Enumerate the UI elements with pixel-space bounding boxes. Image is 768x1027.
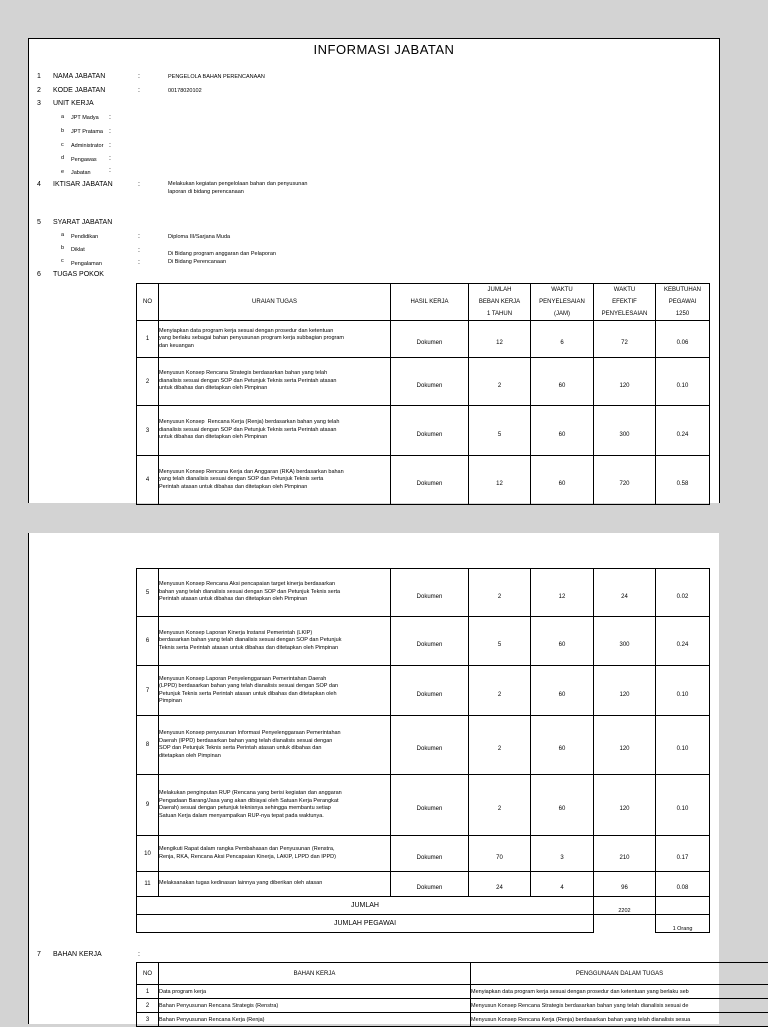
row-efektif: 72	[621, 340, 628, 346]
row-waktu: 3	[560, 855, 563, 861]
row-bahan: Bahan Penyusunan Rencana Kerja (Renja)	[159, 1013, 471, 1027]
row-beban: 2	[498, 594, 501, 600]
row-penggunaan: Menyusun Konsep Rencana Kerja (Renja) berdasarkan bahan yang telah dianalisis sesua	[471, 1013, 768, 1027]
row-efektif: 120	[619, 692, 629, 698]
header-no: NO	[137, 284, 159, 321]
row-efektif: 24	[621, 594, 628, 600]
field-label: NAMA JABATAN	[53, 72, 105, 81]
field-value: Diploma III/Sarjana Muda	[168, 233, 230, 242]
document-title: INFORMASI JABATAN	[0, 42, 768, 57]
row-efektif: 120	[619, 383, 629, 389]
field-colon: :	[138, 180, 140, 189]
row-uraian: Mengikuti Rapat dalam rangka Pembahasan dan Penyusunan (Renstra, Renja, RKA, Rencana Aksi Pencapaian Kinerja, LAKIP, LPPD dan IPPD)	[159, 836, 391, 872]
row-no: 10	[137, 836, 159, 872]
field-number: 1	[37, 72, 41, 81]
row-hasil: Dokumen	[417, 383, 443, 389]
row-kebutuhan: 0.10	[677, 383, 689, 389]
row-kebutuhan: 0.58	[677, 481, 689, 487]
pegawai-row	[137, 915, 710, 933]
subitem-letter: a	[61, 113, 64, 122]
table-row	[137, 999, 768, 1013]
row-beban: 12	[496, 340, 503, 346]
subitem-colon: :	[109, 113, 111, 122]
table-row	[137, 569, 710, 617]
subitem-letter: b	[61, 127, 64, 136]
field-value: 00178020102	[168, 87, 202, 96]
row-beban: 2	[498, 383, 501, 389]
subitem-letter: d	[61, 154, 64, 163]
row-waktu: 60	[559, 432, 566, 438]
tugas-table-page1	[136, 283, 710, 505]
row-hasil: Dokumen	[417, 340, 443, 346]
field-number: 2	[37, 86, 41, 95]
row-hasil: Dokumen	[417, 642, 443, 648]
row-uraian: Menyusun Konsep Rencana Kerja dan Anggaran (RKA) berdasarkan bahan yang telah dianalisis sesuai dengan SOP dan Petunjuk Teknis serta Perintah atasan untuk dibahas dan ditetapkan oleh Pimpinan	[159, 456, 391, 505]
row-uraian: Menyusun Konsep Rencana Aksi pencapaian target kinerja berdasarkan bahan yang telah dianalisis sesuai dengan SOP dan Petunjuk Teknis serta Perintah atasan untuk dibahas dan ditetapkan oleh Pimpinan	[159, 569, 391, 617]
header-waktu-efektif: WAKTU EFEKTIF PENYELESAIAN	[594, 284, 656, 321]
row-waktu: 60	[559, 692, 566, 698]
bahan-kerja-table	[136, 962, 768, 1027]
row-hasil: Dokumen	[417, 432, 443, 438]
header-waktu-penyelesaian: WAKTU PENYELESAIAN (JAM)	[531, 284, 594, 321]
row-no: 4	[137, 456, 159, 505]
table-row	[137, 456, 710, 505]
row-uraian: Melaksanakan tugas kedinasan lainnya yang diberikan oleh atasan	[159, 872, 391, 897]
table-header-row	[137, 963, 768, 985]
row-beban: 5	[498, 642, 501, 648]
total-row	[137, 897, 710, 915]
row-hasil: Dokumen	[417, 855, 443, 861]
row-efektif: 300	[619, 642, 629, 648]
row-waktu: 6	[560, 340, 563, 346]
row-hasil: Dokumen	[417, 692, 443, 698]
subitem-label: Diklat	[71, 246, 85, 255]
row-uraian: Menyusun Konsep Laporan Penyelenggaraan Pemerintahan Daerah (LPPD) berdasarkan bahan yang telah dianalisis sesuai dengan SOP dan Petunjuk Teknis serta Perintah atasan untuk dibahas dan ditetapkan oleh Pimpinan	[159, 666, 391, 716]
table-row	[137, 775, 710, 836]
row-kebutuhan: 0.24	[677, 432, 689, 438]
row-uraian: Menyiapkan data program kerja sesuai dengan prosedur dan ketentuan yang berlaku sebagai bahan penyusunan program kerja subbagian program dan keuangan	[159, 321, 391, 358]
row-waktu: 60	[559, 383, 566, 389]
table-row	[137, 358, 710, 406]
header-bahan-kerja: BAHAN KERJA	[159, 963, 471, 985]
tugas-table-page2	[136, 568, 710, 933]
row-no: 6	[137, 617, 159, 666]
row-kebutuhan: 0.10	[677, 692, 689, 698]
row-hasil: Dokumen	[417, 885, 443, 891]
jumlah-label: JUMLAH	[137, 897, 594, 915]
jumlah-pegawai-label: JUMLAH PEGAWAI	[137, 915, 594, 933]
row-beban: 70	[496, 855, 503, 861]
table-row	[137, 985, 768, 999]
field-number: 6	[37, 270, 41, 279]
row-beban: 24	[496, 885, 503, 891]
row-beban: 5	[498, 432, 501, 438]
subitem-colon: :	[109, 154, 111, 163]
field-number: 3	[37, 99, 41, 108]
row-efektif: 300	[619, 432, 629, 438]
row-efektif: 120	[619, 746, 629, 752]
row-uraian: Melakukan penginputan RUP (Rencana yang berisi kegiatan dan anggaran Pengadaan Barang/Jasa yang akan dibiayai oleh Satuan Kerja Perangkat Daerah) sesuai dengan petunjuk teknisnya sehingga membantu setiap Satuan Kerja dalam menyampaikan RUP-nya tepat pada waktunya.	[159, 775, 391, 836]
subitem-label: Jabatan	[71, 169, 91, 178]
subitem-letter: b	[61, 244, 64, 253]
field-colon: :	[138, 246, 140, 255]
row-kebutuhan: 0.10	[677, 806, 689, 812]
table-row	[137, 836, 710, 872]
row-no: 2	[137, 358, 159, 406]
subitem-letter: a	[61, 231, 64, 240]
row-hasil: Dokumen	[417, 746, 443, 752]
row-no: 8	[137, 716, 159, 775]
field-colon: :	[138, 72, 140, 81]
subitem-letter: e	[61, 168, 64, 177]
row-waktu: 60	[559, 806, 566, 812]
row-beban: 2	[498, 746, 501, 752]
subitem-label: Administrator	[71, 142, 103, 151]
row-efektif: 96	[621, 885, 628, 891]
row-kebutuhan: 0.10	[677, 746, 689, 752]
field-number: 7	[37, 950, 41, 959]
table-row	[137, 1013, 768, 1027]
field-colon: :	[138, 258, 140, 267]
row-beban: 2	[498, 692, 501, 698]
row-kebutuhan: 0.24	[677, 642, 689, 648]
header-kebutuhan-pegawai: KEBUTUHAN PEGAWAI 1250	[656, 284, 710, 321]
row-no: 3	[137, 1013, 159, 1027]
row-waktu: 60	[559, 481, 566, 487]
row-penggunaan: Menyusun Konsep Rencana Strategis berdasarkan bahan yang telah dianalisis sesuai de	[471, 999, 768, 1013]
row-uraian: Menyusun Konsep Rencana Strategis berdasarkan bahan yang telah dianalisis sesuai dengan SOP dan Petunjuk Teknis serta Perintah atasan untuk dibahas dan ditetapkan oleh Pimpinan	[159, 358, 391, 406]
field-colon: :	[138, 86, 140, 95]
jumlah-value: 2202	[594, 897, 656, 915]
row-kebutuhan: 0.17	[677, 855, 689, 861]
row-efektif: 720	[619, 481, 629, 487]
row-no: 5	[137, 569, 159, 617]
row-kebutuhan: 0.08	[677, 885, 689, 891]
table-row	[137, 617, 710, 666]
row-efektif: 210	[619, 855, 629, 861]
row-no: 9	[137, 775, 159, 836]
subitem-label: Pendidikan	[71, 233, 98, 242]
jumlah-pegawai-value: 1 Orang	[656, 915, 710, 933]
row-hasil: Dokumen	[417, 594, 443, 600]
subitem-label: Pengawas	[71, 156, 97, 165]
row-waktu: 4	[560, 885, 563, 891]
header-hasil: HASIL KERJA	[391, 284, 469, 321]
row-kebutuhan: 0.02	[677, 594, 689, 600]
row-beban: 2	[498, 806, 501, 812]
row-no: 11	[137, 872, 159, 897]
row-uraian: Menyusun Konsep Rencana Kerja (Renja) berdasarkan bahan yang telah dianalisis sesuai dengan SOP dan Petunjuk Teknis serta Perintah atasan untuk dibahas dan ditetapkan oleh Pimpinan	[159, 406, 391, 456]
row-waktu: 12	[559, 594, 566, 600]
table-row	[137, 872, 710, 897]
header-uraian: URAIAN TUGAS	[159, 284, 391, 321]
row-bahan: Bahan Penyusunan Rencana Strategis (Renstra)	[159, 999, 471, 1013]
field-label: IKTISAR JABATAN	[53, 180, 113, 189]
subitem-colon: :	[109, 141, 111, 150]
subitem-letter: c	[61, 257, 64, 266]
table-row	[137, 666, 710, 716]
field-value: Di Bidang program anggaran dan Pelaporan Di Bidang Perencanaan	[168, 251, 276, 266]
subitem-colon: :	[109, 127, 111, 136]
field-label: UNIT KERJA	[53, 99, 94, 108]
field-label: KODE JABATAN	[53, 86, 105, 95]
row-kebutuhan: 0.06	[677, 340, 689, 346]
row-no: 7	[137, 666, 159, 716]
header-penggunaan: PENGGUNAAN DALAM TUGAS	[471, 963, 768, 985]
field-number: 4	[37, 180, 41, 189]
row-uraian: Menyusun Konsep Laporan Kinerja Instansi Pemerintah (LKIP) berdasarkan bahan yang telah dianalisis sesuai dengan SOP dan Petunjuk Teknis serta Perintah atasan untuk dibahas dan ditetapkan oleh Pimpinan	[159, 617, 391, 666]
field-colon: :	[138, 232, 140, 241]
row-waktu: 60	[559, 642, 566, 648]
row-efektif: 120	[619, 806, 629, 812]
row-hasil: Dokumen	[417, 481, 443, 487]
row-penggunaan: Menyiapkan data program kerja sesuai dengan prosedur dan ketentuan yang berlaku seb	[471, 985, 768, 999]
subitem-label: Pengalaman	[71, 260, 102, 269]
field-label: TUGAS POKOK	[53, 270, 104, 279]
row-bahan: Data program kerja	[159, 985, 471, 999]
subitem-label: JPT Pratama	[71, 128, 103, 137]
row-no: 1	[137, 321, 159, 358]
row-beban: 12	[496, 481, 503, 487]
subitem-letter: c	[61, 141, 64, 150]
field-label: BAHAN KERJA	[53, 950, 102, 959]
field-number: 5	[37, 218, 41, 227]
subitem-label: JPT Madya	[71, 114, 99, 123]
row-no: 1	[137, 985, 159, 999]
field-value: Melakukan kegiatan pengelolaan bahan dan penyusunan laporan di bidang perencanaan	[168, 181, 307, 196]
table-row	[137, 716, 710, 775]
row-waktu: 60	[559, 746, 566, 752]
table-row	[137, 406, 710, 456]
field-value: PENGELOLA BAHAN PERENCANAAN	[168, 73, 265, 82]
table-row	[137, 321, 710, 358]
header-jumlah-beban: JUMLAH BEBAN KERJA 1 TAHUN	[469, 284, 531, 321]
subitem-colon: :	[109, 166, 111, 175]
row-uraian: Menyusun Konsep penyusunan Informasi Penyelenggaraan Pemerintahan Daerah (IPPD) berdasarkan bahan yang telah dianalisis sesuai dengan SOP dan Petunjuk Teknis serta Perintah atasan untuk dibahas dan ditetapkan oleh Pimpinan	[159, 716, 391, 775]
row-no: 2	[137, 999, 159, 1013]
field-colon: :	[138, 950, 140, 959]
header-no: NO	[137, 963, 159, 985]
table-header-row	[137, 284, 710, 321]
row-no: 3	[137, 406, 159, 456]
field-label: SYARAT JABATAN	[53, 218, 112, 227]
row-hasil: Dokumen	[417, 806, 443, 812]
